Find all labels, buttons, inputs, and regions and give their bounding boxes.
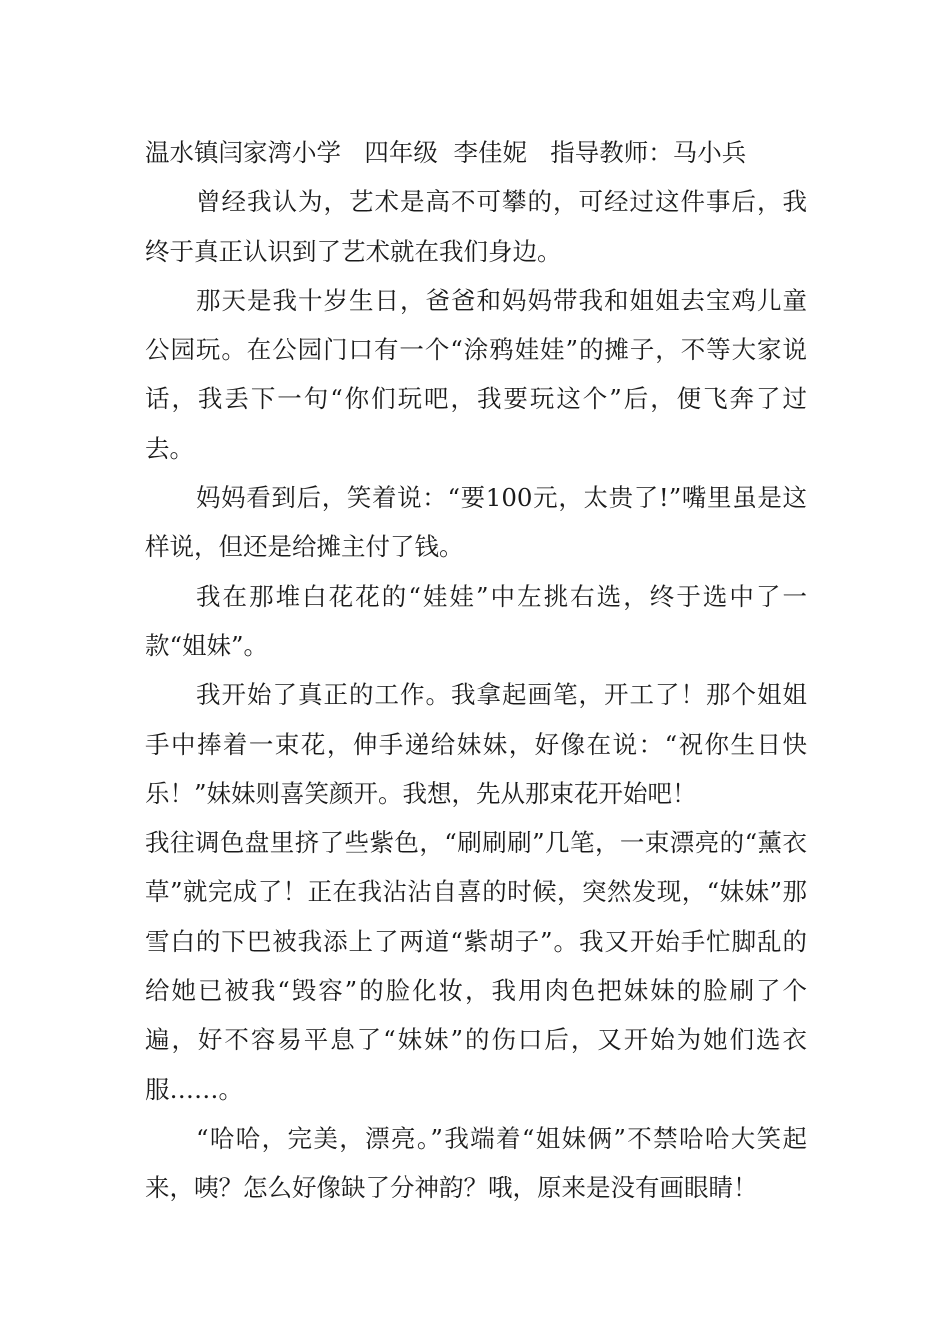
paragraph-5: 我开始了真正的工作。我拿起画笔，开工了！那个姐姐手中捧着一束花，伸手递给妹妹，好像在说：“祝你生日快乐！”妹妹则喜笑颜开。我想，先从那束花开始吧！ bbox=[145, 680, 807, 808]
paragraph-7: “哈哈，完美，漂亮。”我端着“姐妹俩”不禁哈哈大笑起来，咦？怎么好像缺了分神韵？哦，原来是没有画眼睛！ bbox=[145, 1123, 807, 1203]
paragraph-3: 妈妈看到后，笑着说：“要100元，太贵了!”嘴里虽是这样说，但还是给摊主付了钱。 bbox=[145, 483, 807, 562]
paragraph-4: 我在那堆白花花的“娃娃”中左挑右选，终于选中了一款“姐妹”。 bbox=[145, 581, 807, 660]
paragraph-1: 曾经我认为，艺术是高不可攀的，可经过这件事后，我终于真正认识到了艺术就在我们身边。 bbox=[145, 187, 807, 266]
essay-body bbox=[145, 128, 807, 1213]
byline: 温水镇闫家湾小学 四年级 李佳妮 指导教师：马小兵 bbox=[145, 138, 747, 167]
paragraph-2: 那天是我十岁生日，爸爸和妈妈带我和姐姐去宝鸡儿童公园玩。在公园门口有一个“涂鸦娃娃”的摊子，不等大家说话，我丢下一句“你们玩吧，我要玩这个”后，便飞奔了过去。 bbox=[145, 285, 807, 463]
paragraph-6: 我往调色盘里挤了些紫色，“刷刷刷”几笔，一束漂亮的“薰衣草”就完成了！正在我沾沾自喜的时候，突然发现，“妹妹”那雪白的下巴被我添上了两道“紫胡子”。我又开始手忙脚乱的给她已被我“毁容”的脸化妆，我用肉色把妹妹的脸刷了个遍，好不容易平息了“妹妹”的伤口后，又开始为她们选衣服……。 bbox=[145, 828, 807, 1104]
